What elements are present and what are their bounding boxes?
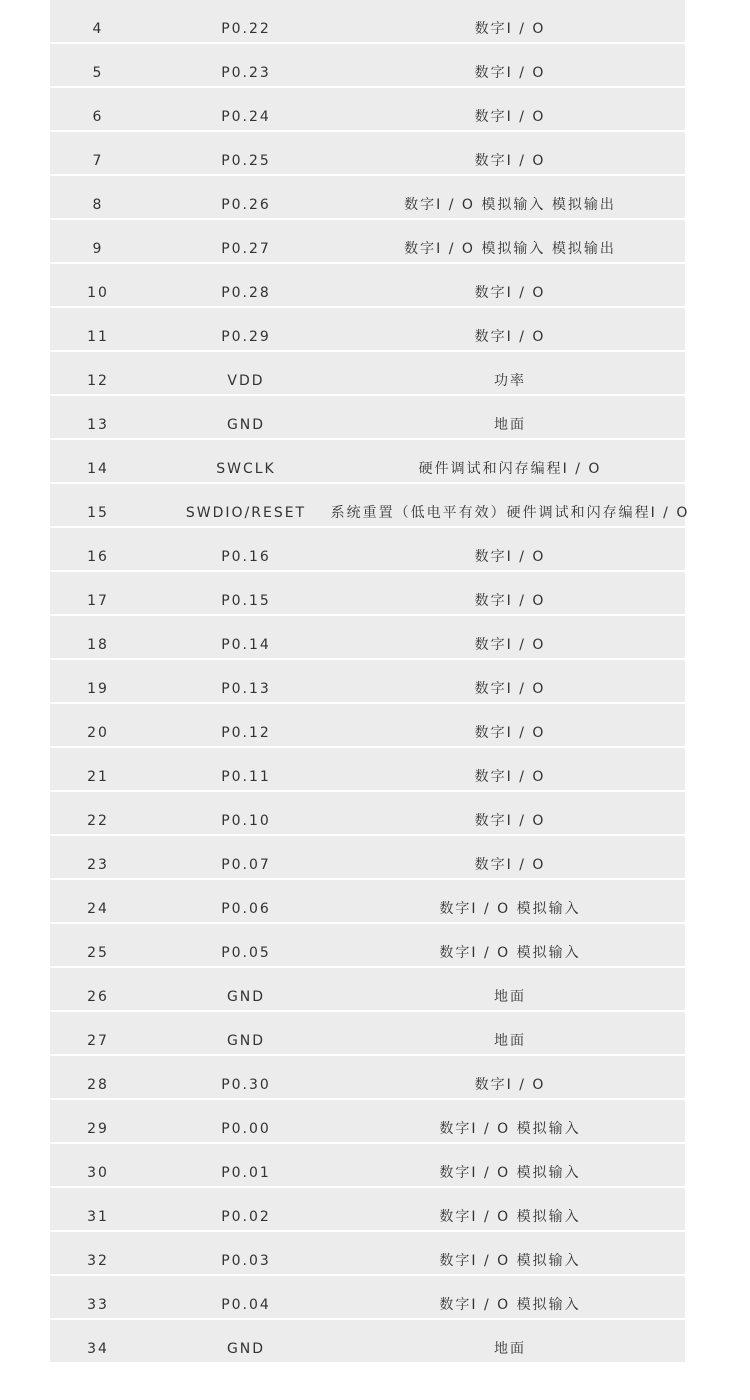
table-row [50, 1188, 685, 1230]
table-row [50, 1276, 685, 1318]
pin-function-cell: 地面 [494, 417, 526, 433]
pin-number-cell: 20 [87, 725, 109, 741]
pin-name-cell: P0.06 [221, 901, 271, 917]
pin-number-cell: 21 [87, 769, 109, 785]
pin-function-cell: 数字I / O [474, 1077, 546, 1093]
pin-number-cell: 8 [92, 197, 104, 213]
table-row [50, 660, 685, 702]
pin-name-cell: VDD [227, 373, 265, 389]
table-row [50, 792, 685, 834]
pin-function-cell: 系统重置（低电平有效）硬件调试和闪存编程I / O [330, 505, 690, 521]
table-row [50, 308, 685, 350]
pin-number-cell: 25 [87, 945, 109, 961]
pin-name-cell: P0.03 [221, 1253, 271, 1269]
pin-function-cell: 硬件调试和闪存编程I / O [418, 461, 602, 477]
pin-number-cell: 14 [87, 461, 109, 477]
pin-number-cell: 34 [87, 1341, 109, 1357]
table-row [50, 704, 685, 746]
pin-function-cell: 数字I / O 模拟输入 模拟输出 [404, 197, 616, 213]
pin-name-cell: P0.29 [221, 329, 271, 345]
pin-number-cell: 13 [87, 417, 109, 433]
pin-name-cell: P0.10 [221, 813, 271, 829]
pin-number-cell: 22 [87, 813, 109, 829]
table-row [50, 572, 685, 614]
pin-name-cell: P0.00 [221, 1121, 271, 1137]
pin-name-cell: P0.23 [221, 65, 271, 81]
pin-number-cell: 5 [92, 65, 104, 81]
pin-function-cell: 数字I / O 模拟输入 [439, 1253, 581, 1269]
pin-name-cell: P0.24 [221, 109, 271, 125]
table-row [50, 1100, 685, 1142]
pin-name-cell: P0.07 [221, 857, 271, 873]
pin-number-cell: 18 [87, 637, 109, 653]
table-row [50, 484, 690, 526]
table-row [50, 44, 685, 86]
table-row [50, 1144, 685, 1186]
pin-function-cell: 数字I / O 模拟输入 [439, 1121, 581, 1137]
pin-name-cell: P0.12 [221, 725, 271, 741]
pin-name-cell: SWCLK [216, 461, 276, 477]
pin-number-cell: 23 [87, 857, 109, 873]
pin-number-cell: 24 [87, 901, 109, 917]
pin-function-cell: 数字I / O [474, 153, 546, 169]
table-row [50, 440, 685, 482]
pin-number-cell: 4 [92, 21, 104, 37]
table-row [50, 264, 685, 306]
table-row [50, 396, 685, 438]
pin-function-cell: 数字I / O [474, 681, 546, 697]
pin-number-cell: 11 [87, 329, 109, 345]
pin-function-cell: 数字I / O 模拟输入 [439, 901, 581, 917]
pin-function-cell: 功率 [494, 373, 526, 389]
pin-name-cell: P0.28 [221, 285, 271, 301]
pin-number-cell: 9 [92, 241, 104, 257]
pin-name-cell: P0.11 [221, 769, 271, 785]
pin-function-cell: 地面 [494, 1033, 526, 1049]
pin-function-cell: 数字I / O 模拟输入 [439, 1165, 581, 1181]
table-row [50, 1320, 685, 1362]
pin-number-cell: 33 [87, 1297, 109, 1313]
pin-name-cell: P0.01 [221, 1165, 271, 1181]
table-row [50, 528, 685, 570]
pin-name-cell: P0.02 [221, 1209, 271, 1225]
pin-name-cell: GND [226, 1341, 266, 1357]
pin-number-cell: 16 [87, 549, 109, 565]
pin-number-cell: 32 [87, 1253, 109, 1269]
pin-function-cell: 数字I / O 模拟输入 [439, 1209, 581, 1225]
table-row [50, 220, 685, 262]
pin-function-cell: 数字I / O [474, 593, 546, 609]
table-row [50, 1056, 685, 1098]
table-row [50, 616, 685, 658]
pin-name-cell: GND [226, 1033, 266, 1049]
pin-number-cell: 15 [87, 505, 109, 521]
table-row [50, 748, 685, 790]
pin-function-cell: 数字I / O [474, 637, 546, 653]
pin-name-cell: P0.22 [221, 21, 271, 37]
pin-function-cell: 数字I / O 模拟输入 [439, 945, 581, 961]
pin-name-cell: SWDIO/RESET [185, 505, 307, 521]
pin-function-cell: 数字I / O [474, 813, 546, 829]
pin-name-cell: P0.13 [221, 681, 271, 697]
table-row [50, 352, 685, 394]
pin-function-cell: 数字I / O 模拟输入 [439, 1297, 581, 1313]
pin-function-cell: 地面 [494, 989, 526, 1005]
pin-name-cell: P0.04 [221, 1297, 271, 1313]
table-row [50, 1232, 685, 1274]
table-row [50, 176, 685, 218]
pin-function-cell: 数字I / O [474, 109, 546, 125]
pin-function-cell: 数字I / O [474, 21, 546, 37]
pin-name-cell: P0.26 [221, 197, 271, 213]
table-row [50, 0, 685, 42]
table-row [50, 1012, 685, 1054]
pin-function-cell: 数字I / O [474, 65, 546, 81]
pin-number-cell: 31 [87, 1209, 109, 1225]
pin-name-cell: P0.14 [221, 637, 271, 653]
pin-name-cell: P0.15 [221, 593, 271, 609]
pin-function-cell: 数字I / O 模拟输入 模拟输出 [404, 241, 616, 257]
pin-name-cell: P0.30 [221, 1077, 271, 1093]
pin-name-cell: P0.25 [221, 153, 271, 169]
pin-function-cell: 数字I / O [474, 857, 546, 873]
pin-number-cell: 17 [87, 593, 109, 609]
pin-table [50, 0, 690, 1364]
pin-number-cell: 10 [87, 285, 109, 301]
table-row [50, 836, 685, 878]
pin-function-cell: 数字I / O [474, 329, 546, 345]
table-row [50, 968, 685, 1010]
pin-name-cell: P0.27 [221, 241, 271, 257]
pin-number-cell: 30 [87, 1165, 109, 1181]
pin-function-cell: 地面 [494, 1341, 526, 1357]
pin-number-cell: 28 [87, 1077, 109, 1093]
pin-name-cell: P0.05 [221, 945, 271, 961]
table-row [50, 924, 685, 966]
pin-name-cell: GND [226, 989, 266, 1005]
pin-number-cell: 19 [87, 681, 109, 697]
table-row [50, 880, 685, 922]
pin-name-cell: GND [226, 417, 266, 433]
pin-number-cell: 6 [92, 109, 104, 125]
pin-number-cell: 7 [92, 153, 104, 169]
pin-number-cell: 12 [87, 373, 109, 389]
pin-function-cell: 数字I / O [474, 549, 546, 565]
table-row [50, 88, 685, 130]
pin-number-cell: 29 [87, 1121, 109, 1137]
pin-name-cell: P0.16 [221, 549, 271, 565]
pin-function-cell: 数字I / O [474, 725, 546, 741]
pin-function-cell: 数字I / O [474, 285, 546, 301]
table-row [50, 132, 685, 174]
pin-number-cell: 26 [87, 989, 109, 1005]
pin-function-cell: 数字I / O [474, 769, 546, 785]
pin-number-cell: 27 [87, 1033, 109, 1049]
